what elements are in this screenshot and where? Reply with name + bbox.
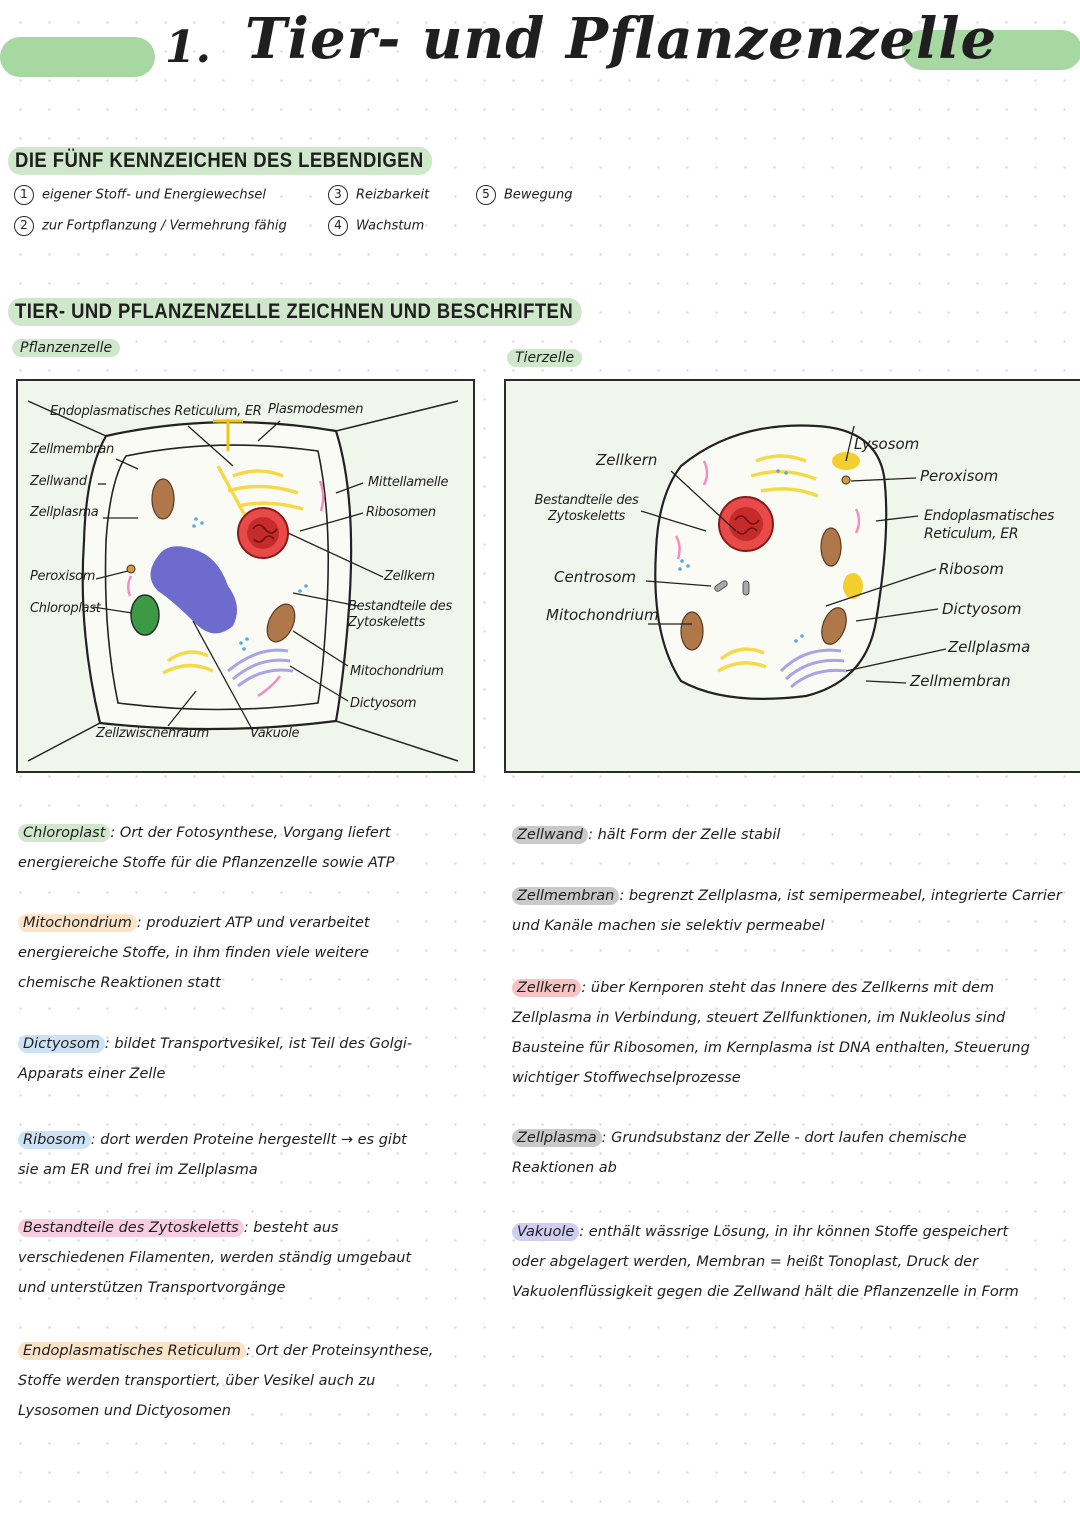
plant-label-er: Endoplasmatisches Reticulum, ER <box>50 404 262 419</box>
def-text: begrenzt Zellplasma, ist semipermeabel, integrierte Carrier und Kanäle machen sie selektiv permeabel <box>512 888 1062 934</box>
def-zellkern: Zellkern : über Kernporen steht das Innere des Zellkerns mit dem Zellplasma in Verbindung, steuert Zellfunktionen, im Nukleolus sind Bausteine für Ribosomen, im Kernplasma ist DNA enthalten, Steuerung wichtiger Stoffwechselprozesse <box>512 980 1030 1086</box>
def-zytoskelett: Bestandteile des Zytoskeletts : besteht aus verschiedenen Filamenten, werden ständig umgebaut und unterstützen Transportvorgänge <box>18 1220 412 1296</box>
def-text: Grundsubstanz der Zelle - dort laufen chemische Reaktionen ab <box>512 1130 967 1176</box>
def-term: Chloroplast <box>18 824 110 842</box>
animal-label-dictyosom: Dictyosom <box>942 600 1022 618</box>
plant-label-vakuole: Vakuole <box>250 726 300 741</box>
plant-label-zellzwischenraum: Zellzwischenraum <box>96 726 210 741</box>
section-heading-kennzeichen: DIE FÜNF KENNZEICHEN DES LEBENDIGEN <box>8 147 432 175</box>
def-er: Endoplasmatisches Reticulum : Ort der Proteinsynthese, Stoffe werden transportiert, über Vesikel auch zu Lysosomen und Dictyosomen <box>18 1343 434 1419</box>
def-term: Endoplasmatisches Reticulum <box>18 1342 246 1360</box>
plant-label-ribosomen: Ribosomen <box>366 505 436 520</box>
def-zellplasma: Zellplasma : Grundsubstanz der Zelle - dort laufen chemische Reaktionen ab <box>512 1130 967 1176</box>
def-chloroplast: Chloroplast : Ort der Fotosynthese, Vorgang liefert energiereiche Stoffe für die Pflanzenzelle sowie ATP <box>18 825 395 871</box>
title-bar-left <box>0 37 155 77</box>
def-text: über Kernporen steht das Innere des Zellkerns mit dem Zellplasma in Verbindung, steuert Zellfunktionen, im Nukleolus sind Bausteine für Ribosomen, im Kernplasma ist DNA enthalten, Steuerung wichtiger Stoffwechselprozesse <box>512 980 1030 1086</box>
criterion-text: Reizbarkeit <box>356 187 430 203</box>
def-text: bildet Transportvesikel, ist Teil des Golgi-Apparats einer Zelle <box>18 1036 413 1082</box>
animal-cell-tag: Tierzelle <box>507 349 582 367</box>
plant-label-peroxisom: Peroxisom <box>30 569 96 584</box>
def-text: besteht aus verschiedenen Filamenten, werden ständig umgebaut und unterstützen Transportvorgänge <box>18 1220 412 1296</box>
def-mitochondrium: Mitochondrium : produziert ATP und verarbeitet energiereiche Stoffe, in ihm finden viele weitere chemische Reaktionen statt <box>18 915 370 991</box>
animal-label-centrosom: Centrosom <box>554 568 637 586</box>
plant-label-zytoskelett-text: Bestandteile des Zytoskeletts <box>348 599 452 630</box>
criterion-5 <box>476 185 573 205</box>
def-term: Bestandteile des Zytoskeletts <box>18 1219 244 1237</box>
def-term: Dictyosom <box>18 1035 105 1053</box>
criterion-text: zur Fortpflanzung / Vermehrung fähig <box>42 218 287 234</box>
def-text: Ort der Proteinsynthese, Stoffe werden transportiert, über Vesikel auch zu Lysosomen und Dictyosomen <box>18 1343 434 1419</box>
animal-label-zytoskelett-text: Bestandteile des Zytoskeletts <box>534 493 639 524</box>
def-text: hält Form der Zelle stabil <box>597 827 781 843</box>
plant-label-zellplasma: Zellplasma <box>30 505 99 520</box>
def-term: Zellmembran <box>512 887 619 905</box>
animal-label-er <box>924 507 1079 543</box>
animal-label-zytoskelett <box>524 493 649 525</box>
criterion-text: Wachstum <box>356 218 425 234</box>
plant-label-zellwand: Zellwand <box>30 474 87 489</box>
plant-label-mitochondrium: Mitochondrium <box>350 664 444 679</box>
def-text: dort werden Proteine hergestellt → es gibt sie am ER und frei im Zellplasma <box>18 1132 407 1178</box>
criterion-text: Bewegung <box>504 187 573 203</box>
def-vakuole: Vakuole : enthält wässrige Lösung, in ihr können Stoffe gespeichert oder abgelagert werden, Membran = heißt Tonoplast, Druck der Vakuolenflüssigkeit gegen die Zellwand hält die Pflanzenzelle in Form <box>512 1224 1019 1300</box>
def-ribosom: Ribosom : dort werden Proteine hergestellt → es gibt sie am ER und frei im Zellplasma <box>18 1132 407 1178</box>
criterion-4 <box>328 216 424 236</box>
criterion-number: 2 <box>14 216 34 236</box>
plant-label-zytoskelett <box>348 599 468 631</box>
criterion-3 <box>328 185 429 205</box>
def-text: produziert ATP und verarbeitet energiereiche Stoffe, in ihm finden viele weitere chemische Reaktionen statt <box>18 915 370 991</box>
def-zellwand: Zellwand : hält Form der Zelle stabil <box>512 820 1062 850</box>
animal-label-er-text: Endoplasmatisches Reticulum, ER <box>924 508 1055 542</box>
animal-label-ribosom: Ribosom <box>939 560 1004 578</box>
def-term: Ribosom <box>18 1131 91 1149</box>
criterion-2 <box>14 216 287 236</box>
animal-label-mitochondrium: Mitochondrium <box>546 606 659 624</box>
animal-label-lysosom: Lysosom <box>854 435 920 453</box>
plant-label-dictyosom: Dictyosom <box>350 696 417 711</box>
animal-label-zellkern: Zellkern <box>596 451 658 469</box>
def-term: Zellplasma <box>512 1129 602 1147</box>
def-term: Vakuole <box>512 1223 579 1241</box>
plant-label-zellmembran: Zellmembran <box>30 442 114 457</box>
animal-label-zellplasma: Zellplasma <box>948 638 1031 656</box>
def-zellmembran: Zellmembran : begrenzt Zellplasma, ist semipermeabel, integrierte Carrier und Kanäle machen sie selektiv permeabel <box>512 888 1062 934</box>
criterion-1 <box>14 185 266 205</box>
criterion-number: 3 <box>328 185 348 205</box>
criterion-number: 4 <box>328 216 348 236</box>
animal-cell-panel <box>504 379 1080 773</box>
def-term: Zellkern <box>512 979 581 997</box>
plant-label-chloroplast: Chloroplast <box>30 601 101 616</box>
plant-label-plasmodesmen: Plasmodesmen <box>268 402 364 417</box>
def-dictyosom: Dictyosom : bildet Transportvesikel, ist Teil des Golgi-Apparats einer Zelle <box>18 1036 413 1082</box>
animal-label-peroxisom: Peroxisom <box>920 467 999 485</box>
section-heading-zellen: TIER- UND PFLANZENZELLE ZEICHNEN UND BESCHRIFTEN <box>8 298 582 326</box>
def-term: Mitochondrium <box>18 914 137 932</box>
plant-label-zellkern: Zellkern <box>384 569 435 584</box>
criterion-text: eigener Stoff- und Energiewechsel <box>42 187 267 203</box>
def-text: enthält wässrige Lösung, in ihr können Stoffe gespeichert oder abgelagert werden, Membran = heißt Tonoplast, Druck der Vakuolenflüssigkeit gegen die Zellwand hält die Pflanzenzelle in Form <box>512 1224 1019 1300</box>
plant-cell-tag: Pflanzenzelle <box>12 339 120 357</box>
criterion-number: 5 <box>476 185 496 205</box>
criterion-number: 1 <box>14 185 34 205</box>
plant-cell-panel <box>16 379 475 773</box>
def-text: Ort der Fotosynthese, Vorgang liefert energiereiche Stoffe für die Pflanzenzelle sowie ATP <box>18 825 395 871</box>
animal-label-zellmembran: Zellmembran <box>910 672 1011 690</box>
plant-label-mittellamelle: Mittellamelle <box>368 475 449 490</box>
def-term: Zellwand <box>512 826 588 844</box>
page-title: Tier- und Pflanzenzelle <box>245 6 998 72</box>
title-number: 1. <box>165 22 211 73</box>
